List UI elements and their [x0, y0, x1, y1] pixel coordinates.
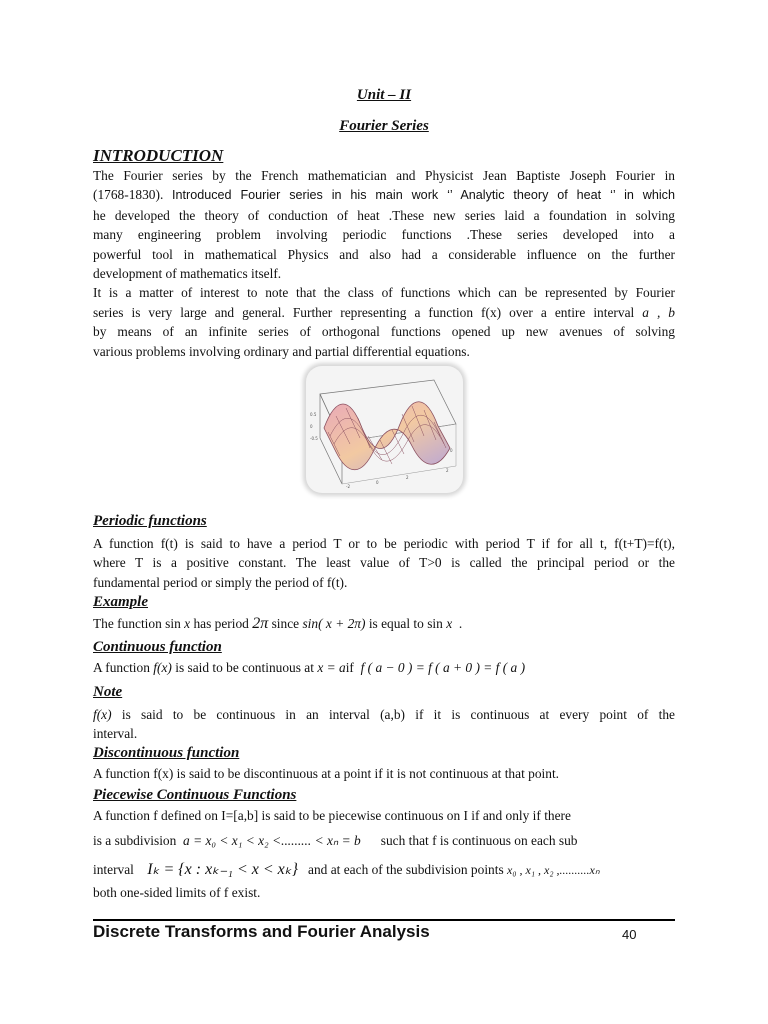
text-line [93, 185, 675, 205]
text-span: Introduced Fourier series in his main work ‘’ Analytic theory of heat ‘’ in which [172, 188, 675, 203]
math-span: a = x₀ < x₁ < x₂ <......... < xₙ = b [183, 833, 361, 848]
text-line: powerful tool in mathematical Physics and also had a considerable influence on the further [93, 246, 675, 262]
text-line: It is a matter of interest to note that the class of functions which can be represented by Fourier [93, 285, 675, 301]
svg-text:-2: -2 [346, 484, 350, 489]
math-span: f ( a − 0 ) = f ( a + 0 ) = f ( a ) [360, 660, 526, 675]
intro-paragraph-1 [93, 166, 675, 361]
periodic-functions-heading: Periodic functions [93, 513, 207, 529]
text-line: where T is a positive constant. The least value of T>0 is called the principal period or the [93, 555, 675, 571]
text-line: he developed the theory of conduction of heat .These new series laid a foundation in solving [93, 207, 675, 223]
svg-text:0: 0 [310, 424, 313, 429]
svg-text:0.5: 0.5 [310, 412, 317, 417]
math-span: x [184, 616, 191, 631]
svg-text:2: 2 [406, 475, 409, 480]
footer-divider [93, 919, 675, 921]
text-span: A function [93, 660, 150, 675]
math-span: 2π [252, 615, 269, 632]
continuous-function-text [93, 660, 675, 676]
math-span: a , b [642, 304, 675, 320]
text-span: and at each of the subdivision points [308, 862, 504, 877]
note-paragraph [93, 705, 675, 744]
text-line: various problems involving ordinary and partial differential equations. [93, 343, 470, 359]
text-span: is said to be continuous at [175, 660, 314, 675]
text-line [93, 705, 675, 724]
text-span: is a subdivision [93, 833, 177, 848]
text-line: development of mathematics itself. [93, 266, 282, 282]
svg-text:0: 0 [450, 448, 453, 453]
text-span: is said to be continuous in an interval (a,b) if it is continuous at every point of the [121, 707, 675, 722]
note-heading: Note [93, 684, 123, 700]
text-line: many engineering problem involving periodic functions .These series developed into a [93, 227, 675, 243]
footer-title: Discrete Transforms and Fourier Analysis [93, 922, 430, 941]
svg-text:2: 2 [446, 468, 449, 473]
math-span: x [446, 616, 453, 631]
text-line [93, 303, 675, 322]
text-span: . [458, 616, 463, 631]
example-text [93, 615, 675, 633]
continuous-function-heading: Continuous function [93, 639, 222, 655]
text-line: The Fourier series by the French mathematician and Physicist Jean Baptiste Joseph Fourier in [93, 168, 675, 183]
discontinuous-function-text: A function f(x) is said to be discontinuous at a point if it is not continuous at that point. [93, 766, 560, 781]
piecewise-heading: Piecewise Continuous Functions [93, 787, 297, 803]
math-span: sin( x + 2π) [302, 616, 366, 631]
chapter-title: Fourier Series [339, 118, 429, 134]
text-line: by means of an infinite series of orthogonal functions opened up new avenues of solving [93, 324, 675, 340]
piecewise-line-3 [93, 859, 675, 879]
math-span: x = a [317, 660, 346, 675]
text-span: has period [193, 616, 249, 631]
text-span: (1768-1830). [93, 187, 164, 203]
introduction-heading: INTRODUCTION [93, 146, 224, 165]
example-heading: Example [93, 594, 148, 610]
piecewise-line-1: A function f defined on I=[a,b] is said to be piecewise continuous on I if and only if there [93, 808, 571, 823]
text-span: such that f is continuous on each sub [380, 833, 578, 848]
math-span: Iₖ = {x : xₖ₋₁ < x < xₖ} [147, 861, 298, 878]
math-span: f(x) [93, 707, 112, 722]
piecewise-line-4: both one-sided limits of f exist. [93, 885, 261, 900]
math-span: x₀ , x₁ , x₂ ,..........xₙ [507, 863, 600, 877]
math-span: f(x) [153, 660, 172, 675]
surface-plot-image [306, 366, 463, 493]
text-line: fundamental period or simply the period of f(t). [93, 574, 348, 590]
text-line: interval. [93, 726, 138, 742]
page-number: 40 [622, 927, 637, 942]
periodic-paragraph [93, 534, 675, 592]
discontinuous-function-heading: Discontinuous function [93, 745, 240, 761]
unit-heading: Unit – II [356, 87, 412, 103]
text-span: since [271, 616, 300, 631]
text-span: The function sin [93, 616, 181, 631]
surface-plot-graphic [306, 366, 463, 493]
svg-text:-0.5: -0.5 [310, 436, 318, 441]
piecewise-line-2 [93, 833, 675, 849]
svg-text:0: 0 [376, 480, 379, 485]
text-span: interval [93, 862, 134, 877]
text-line: A function f(t) is said to have a period T or to be periodic with period T if for all t, f(t+T)=f(t), [93, 536, 675, 551]
text-span: is equal to sin [368, 616, 443, 631]
text-span: if [345, 660, 354, 675]
text-span: series is very large and general. Further representing a function f(x) over a entire interval [93, 304, 635, 320]
